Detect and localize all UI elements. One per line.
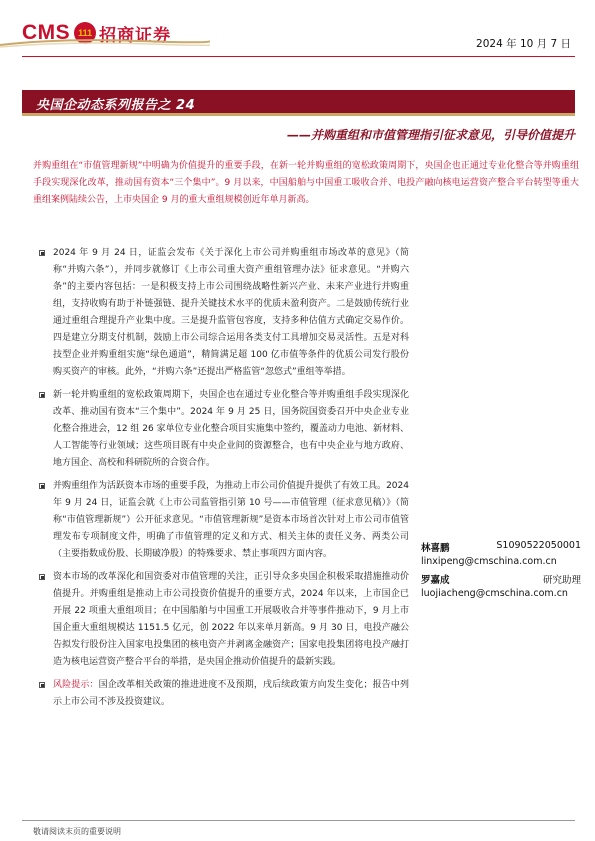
analyst-row xyxy=(421,572,581,588)
risk-label: 风险提示： xyxy=(53,680,99,690)
analyst-name: 林喜鹏 xyxy=(421,543,450,554)
bullet-item xyxy=(37,387,409,472)
logo-badge-icon: 111 xyxy=(74,22,96,44)
analyst-license-id: S1090522050001 xyxy=(496,540,581,551)
analyst-row xyxy=(421,588,581,604)
bullet-text: 新一轮并购重组的宽松政策周期下，央国企也在通过专业化整合等并购重组手段实现深化改革、推动国有资本“三个集中”。2024 年 9 月 25 日，国务院国资委召开中央企业专业化整合推进会，12 组 26 家单位专业化整合项目实施集中签约，覆盖动力电池、新材料、人工智能等行业领域；这些项目既有中央企业间的资源整合，也有中央企业与地方政府、地方国企、高校和科研院所的合资合作。 xyxy=(53,390,409,468)
square-bullet-icon xyxy=(39,250,45,256)
bullet-item xyxy=(37,245,409,381)
risk-warning-item xyxy=(37,677,409,711)
logo-swoosh-decoration xyxy=(0,36,210,48)
bullet-text: 并购重组作为活跃资本市场的重要手段，为推动上市公司价值提升提供了有效工具。2024 年 9 月 24 日，证监会就《上市公司监管指引第 10 号——市值管理（征求意见稿）》（简称“市值管理新规”）公开征求意见。“市值管理新规”是资本市场首次针对上市公司市值管理发布专项制度文件，明确了市值管理的定义和方式、相关主体的责任义务、两类公司（主要指数成份股、长期破净股）的特殊要求、禁止事项四方面内容。 xyxy=(53,481,409,559)
bullet-item xyxy=(37,478,409,563)
analyst-name: 罗嘉成 xyxy=(421,575,450,586)
analyst-email[interactable]: luojiacheng@cmschina.com.cn xyxy=(421,588,568,599)
logo-chinese-text: 招商证券 xyxy=(99,25,172,46)
bullet-text: 资本市场的改革深化和国资委对市值管理的关注，正引导众多央国企积极采取措施推动价值提升。并购重组是推动上市公司投资价值提升的重要方式，2024 年以来，上市国企已开展 22 项重大重组项目；在中国船舶与中国重工开展吸收合并等事件推动下，9 月上市国企重大重组规模达 1151.5 亿元，创 2022 年以来单月新高。9 月 30 日，电投产融公告拟发行股份注入国家电投集团的核电资产并剥离金融资产；国家电投集团将电投产融打造为核电运营资产整合平台的举措，是央国企推动价值提升的最新实践。 xyxy=(53,572,409,667)
bullet-text: 2024 年 9 月 24 日，证监会发布《关于深化上市公司并购重组市场改革的意见》（简称“并购六条”），并同步就修订《上市公司重大资产重组管理办法》征求意见。“并购六条”的主要内容包括：一是积极支持上市公司围绕战略性新兴产业、未来产业进行并购重组，支持收购有助于补链强链、提升关键技术水平的优质未盈利资产。二是鼓励传统行业通过重组合理提升产业集中度。三是提升监管包容度，支持多种估值方式确定交易作价。四是建立分期支付机制，鼓励上市公司综合运用各类支付工具增加交易灵活性。五是对科技型企业并购重组实施“绿色通道”，精简满足超 100 亿市值等条件的优质公司发行股份购买资产的审核。此外，“并购六条”还提出严格监管“忽悠式”重组等举措。 xyxy=(53,248,409,377)
report-subtitle: ——并购重组和市值管理指引征求意见，引导价值提升 xyxy=(286,128,575,142)
title-bar xyxy=(22,90,575,116)
header-divider xyxy=(22,56,575,57)
analyst-role: 研究助理 xyxy=(542,575,581,586)
footer-note: 敬请阅读末页的重要说明 xyxy=(33,827,121,836)
logo-latin-text: CMS xyxy=(22,21,71,44)
summary-paragraph: 并购重组在“市值管理新规”中明确为价值提升的重要手段，在新一轮并购重组的宽松政策周期下，央国企也正通过专业化整合等并购重组手段实现深化改革，推动国有资本“三个集中”。9 月以来，中国船舶与中国重工吸收合并、电投产融向核电运营资产整合平台转型等重大重组案例陆续公告，上市央国企 9 月的重大重组规模创近年单月新高。 xyxy=(33,161,579,205)
analyst-row xyxy=(421,556,581,572)
square-bullet-icon xyxy=(39,574,45,580)
analyst-email[interactable]: linxipeng@cmschina.com.cn xyxy=(421,556,557,567)
analyst-panel xyxy=(421,540,581,604)
square-bullet-icon xyxy=(39,682,45,688)
bullet-list xyxy=(37,245,409,711)
report-date: 2024 年 10 月 7 日 xyxy=(476,38,571,50)
square-bullet-icon xyxy=(39,392,45,398)
square-bullet-icon xyxy=(39,483,45,489)
page-header xyxy=(0,0,595,60)
risk-text: 国企改革相关政策的推进进度不及预期，戌后续政策方向发生变化；报告中列示上市公司不涉及投资建议。 xyxy=(53,680,409,707)
analyst-row xyxy=(421,540,581,556)
bullet-item xyxy=(37,569,409,671)
footer-divider xyxy=(22,820,575,821)
report-title: 央国企动态系列报告之 24 xyxy=(36,98,196,113)
